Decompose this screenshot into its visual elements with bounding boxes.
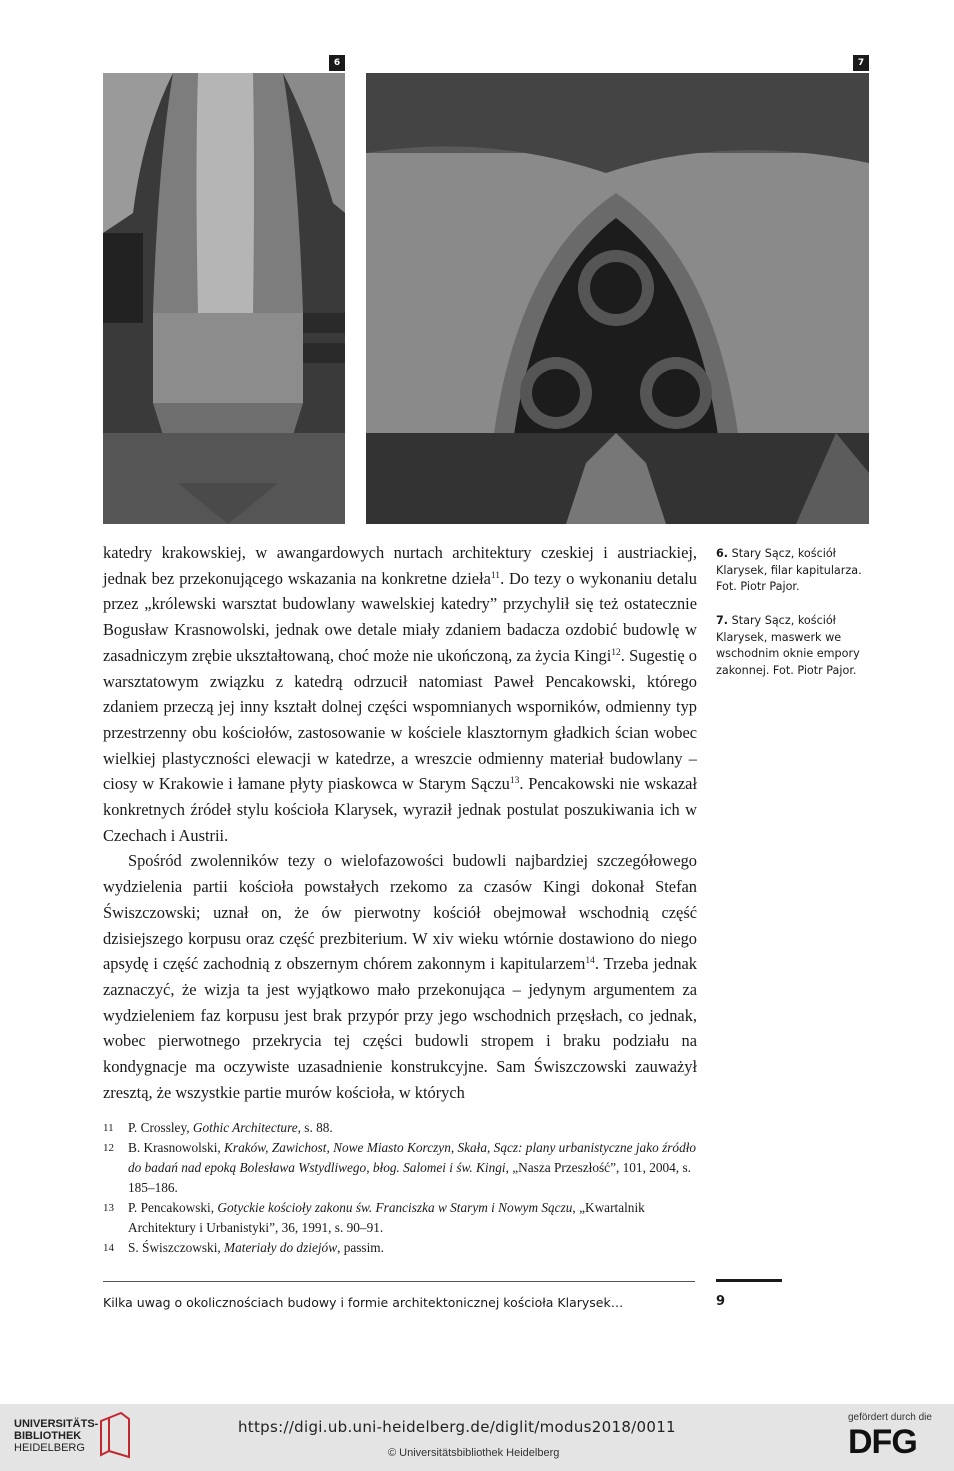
footnote-title: Materiały do dziejów <box>224 1240 338 1255</box>
p1-text-a: katedry krakowskiej, w awangardowych nurtach architektury czeskiej i austriackiej, jednak bez przekonującego wskazania na konkretne dzieła <box>103 543 697 588</box>
footnote-number: 12 <box>103 1142 114 1154</box>
footnote-details: , „Kwartalnik Architektury i Urbanistyki”, 36, 1991, s. 90–91. <box>128 1200 645 1235</box>
copyright-notice: © Universitätsbibliothek Heidelberg <box>388 1447 560 1459</box>
main-body-text <box>103 540 697 1105</box>
footnote-number: 11 <box>103 1122 114 1134</box>
caption-7-text: Stary Sącz, kościół Klarysek, maswerk we wschodnim oknie empory zakonnej. Fot. Piotr Pajor. <box>716 614 860 677</box>
figure-7-tracery-photo <box>366 73 869 524</box>
footnote-title: Kraków, Zawichost, Nowe Miasto Korczyn, Skała, Sącz: plany urbanistyczne jako źródło do badań nad epoką Bolesława Wstydliwego, błog. Salomei i św. Kingi <box>128 1140 697 1175</box>
footnote-13 <box>103 1198 697 1238</box>
footnote-author: B. Krasnowolski, <box>128 1140 225 1155</box>
ub-heidelberg-logo[interactable] <box>14 1418 98 1454</box>
caption-7-number: 7. <box>716 614 729 627</box>
p1-text-c: . Sugestię o warsztatowym związku z katedrą odrzucił natomiast Paweł Pencakowski, którego zdaniem przeczą jej inny kształt dolnej części wspomnianych wsporników, odmienny typ przestrzenny obu kościołów, zastosowanie w kościele klasztornym gładkich ścian wobec wielkiej plastyczności elewacji w katedrze, a wreszcie odmienny materiał budowlany – ciosy w Krakowie i łamane płyty piaskowca w Starym Sączu <box>103 645 698 794</box>
footer-rule <box>103 1281 695 1282</box>
footnote-number: 14 <box>103 1242 114 1254</box>
footnote-ref-12[interactable]: 12 <box>611 647 621 658</box>
footnote-author: P. Pencakowski, <box>128 1200 218 1215</box>
ub-logo-line-3: HEIDELBERG <box>14 1442 85 1454</box>
caption-figure-6 <box>716 546 876 596</box>
funded-by-label: gefördert durch die <box>848 1412 932 1423</box>
p2-text-b: . Trzeba jednak zaznaczyć, że wizja ta jest wyjątkowo mało przekonująca – jedynym argumentem za wydzieleniem faz korpusu jest brak przypór przy jego wschodnich przęsłach, co jednak, wobec pierwotnego przekrycia tej części budowli stropem i braku podziału na kondygnacje ma oczywiste uzasadnienie konstrukcyjne. Sam Świszczowski zauważył zresztą, że wszystkie partie murów kościoła, w których <box>103 954 697 1102</box>
footnote-details: , passim. <box>337 1240 384 1255</box>
footnotes <box>103 1118 697 1258</box>
figure-7-badge: 7 <box>853 55 869 71</box>
footnote-11 <box>103 1118 697 1138</box>
caption-figure-7 <box>716 613 876 679</box>
page-number-rule <box>716 1279 782 1282</box>
ub-book-icon <box>97 1411 133 1459</box>
pillar-illustration <box>103 73 345 524</box>
p1-text-b: . Do tezy o wykonaniu detalu przez „królewski warsztat budowlany wawelskiej katedry” przychylił się też ostatecznie Bogusław Krasnowolski, jednak owe detale miały zdaniem badacza ozdobić budowlę w zasadniczym zrębie ukształtowaną, choć może nie ukończoną, za życia Kingi <box>103 568 698 665</box>
footnote-number: 13 <box>103 1202 114 1214</box>
footnote-ref-14[interactable]: 14 <box>585 956 595 967</box>
caption-6-number: 6. <box>716 547 729 560</box>
footnote-title: Gotyckie kościoły zakonu św. Franciszka w Starym i Nowym Sączu <box>217 1200 573 1215</box>
footnote-12 <box>103 1138 697 1198</box>
footnote-ref-11[interactable]: 11 <box>490 570 501 581</box>
paragraph-2 <box>103 848 697 1105</box>
digitization-bar <box>0 1404 954 1471</box>
p2-text-a: Spośród zwolenników tezy o wielofazowości budowli najbardziej szczegółowego wydzielenia partii kościoła powstałych rzekomo za czasów Kingi dokonał Stefan Świszczowski; uznał on, że ów pierwotny kościół obejmował wschodnią część dzisiejszego korpusu oraz część prezbiterium. W xiv wieku wtórnie dostawiono do niego apsydę i część zachodnią z obszernym chórem zakonnym i kapitularzem <box>103 851 697 974</box>
caption-6-text: Stary Sącz, kościół Klarysek, filar kapitularza. Fot. Piotr Pajor. <box>716 547 862 593</box>
paragraph-1 <box>103 540 697 848</box>
ub-logo-line-1: UNIVERSITÄTS- <box>14 1418 99 1430</box>
tracery-illustration <box>366 73 869 524</box>
footnote-author: S. Świszczowski, <box>128 1240 225 1255</box>
footnote-14 <box>103 1238 697 1258</box>
footnote-ref-13[interactable]: 13 <box>509 776 520 787</box>
dfg-logo[interactable]: DFG <box>848 1423 917 1461</box>
page-number: 9 <box>716 1294 726 1309</box>
p1-text-d: . Pencakowski nie wskazał konkretnych źródeł stylu kościoła Klarysek, wyraził jednak postulat poszukiwania ich w Czechach i Austrii. <box>103 774 697 845</box>
figure-6-badge: 6 <box>329 55 345 71</box>
footnote-details: , s. 88. <box>297 1120 333 1135</box>
footnote-title: Gothic Architecture <box>192 1120 298 1135</box>
ub-logo-line-2: BIBLIOTHEK <box>14 1430 82 1442</box>
running-title: Kilka uwag o okolicznościach budowy i formie architektonicznej kościoła Klarysek… <box>103 1295 624 1310</box>
permalink-url[interactable]: https://digi.ub.uni-heidelberg.de/diglit/modus2018/0011 <box>238 1418 676 1436</box>
footnote-author: P. Crossley, <box>128 1120 193 1135</box>
footnote-details: , „Nasza Przeszłość”, 101, 2004, s. 185–186. <box>128 1160 691 1195</box>
figure-6-pillar-photo <box>103 73 345 524</box>
